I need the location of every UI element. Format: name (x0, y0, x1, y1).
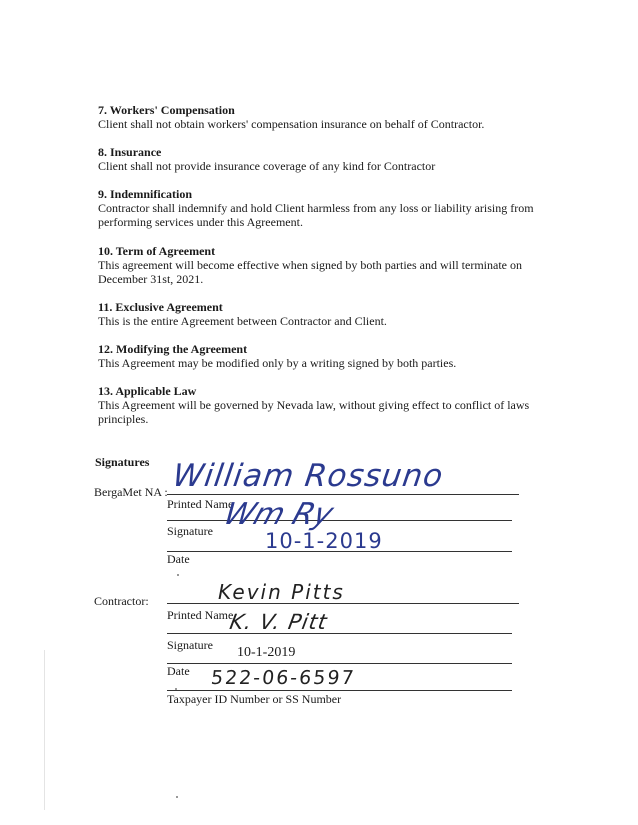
scan-artifact (176, 796, 178, 798)
party2-date-label: Date (167, 664, 190, 678)
section-body: This Agreement may be modified only by a writing signed by both parties. (98, 356, 457, 370)
party2-date-value: 10-1-2019 (237, 645, 296, 660)
section-heading: 13. Applicable Law (98, 384, 197, 398)
section-body: This agreement will become effective when signed by both parties and will terminate on December 31st, 2021. (98, 258, 522, 286)
scan-artifact (177, 574, 179, 576)
party2-printed-name-handwriting: Kevin Pitts (218, 580, 345, 604)
party2-printed-name-label: Printed Name (167, 608, 234, 622)
party1-date-handwriting: 10-1-2019 (265, 529, 383, 553)
section-heading: 7. Workers' Compensation (98, 103, 235, 117)
section-workers-compensation (98, 103, 538, 131)
party2-label: Contractor: (94, 594, 149, 608)
section-body: This Agreement will be governed by Nevada law, without giving effect to conflict of laws principles. (98, 398, 530, 426)
scan-artifact (175, 688, 177, 690)
party2-signature-line (167, 633, 512, 634)
party2-taxpayer-label: Taxpayer ID Number or SS Number (167, 692, 342, 706)
section-heading: 9. Indemnification (98, 187, 193, 201)
party1-printed-name-line (167, 494, 519, 495)
section-heading: 10. Term of Agreement (98, 244, 216, 258)
party1-printed-name-handwriting: William Rossuno (170, 458, 446, 494)
party1-signature-handwriting: Wm Ry (219, 497, 338, 532)
party2-signature-handwriting: K. V. Pitt (227, 610, 330, 634)
signatures-heading: Signatures (95, 455, 150, 469)
scan-artifact (44, 650, 45, 810)
section-body: Client shall not provide insurance coverage of any kind for Contractor (98, 159, 436, 173)
section-term-of-agreement (98, 244, 538, 286)
section-heading: 12. Modifying the Agreement (98, 342, 248, 356)
section-insurance (98, 145, 538, 173)
section-heading: 11. Exclusive Agreement (98, 300, 223, 314)
section-indemnification (98, 187, 538, 229)
party2-signature-label: Signature (167, 638, 213, 652)
party2-taxpayer-line (167, 690, 512, 691)
party1-date-label: Date (167, 552, 190, 566)
party1-printed-name-label: Printed Name (167, 497, 234, 511)
section-body: This is the entire Agreement between Contractor and Client. (98, 314, 387, 328)
party1-signature-label: Signature (167, 524, 213, 538)
section-heading: 8. Insurance (98, 145, 162, 159)
section-body: Client shall not obtain workers' compensation insurance on behalf of Contractor. (98, 117, 485, 131)
party2-date-line (167, 663, 512, 664)
party1-signature-line (167, 520, 512, 521)
section-body: Contractor shall indemnify and hold Client harmless from any loss or liability arising from performing services under this Agreement. (98, 201, 534, 229)
party2-taxpayer-handwriting: 522-06-6597 (209, 667, 357, 689)
party1-label: BergaMet NA : (94, 485, 168, 499)
section-modifying-agreement (98, 342, 538, 370)
section-applicable-law (98, 384, 538, 426)
section-exclusive-agreement (98, 300, 538, 328)
